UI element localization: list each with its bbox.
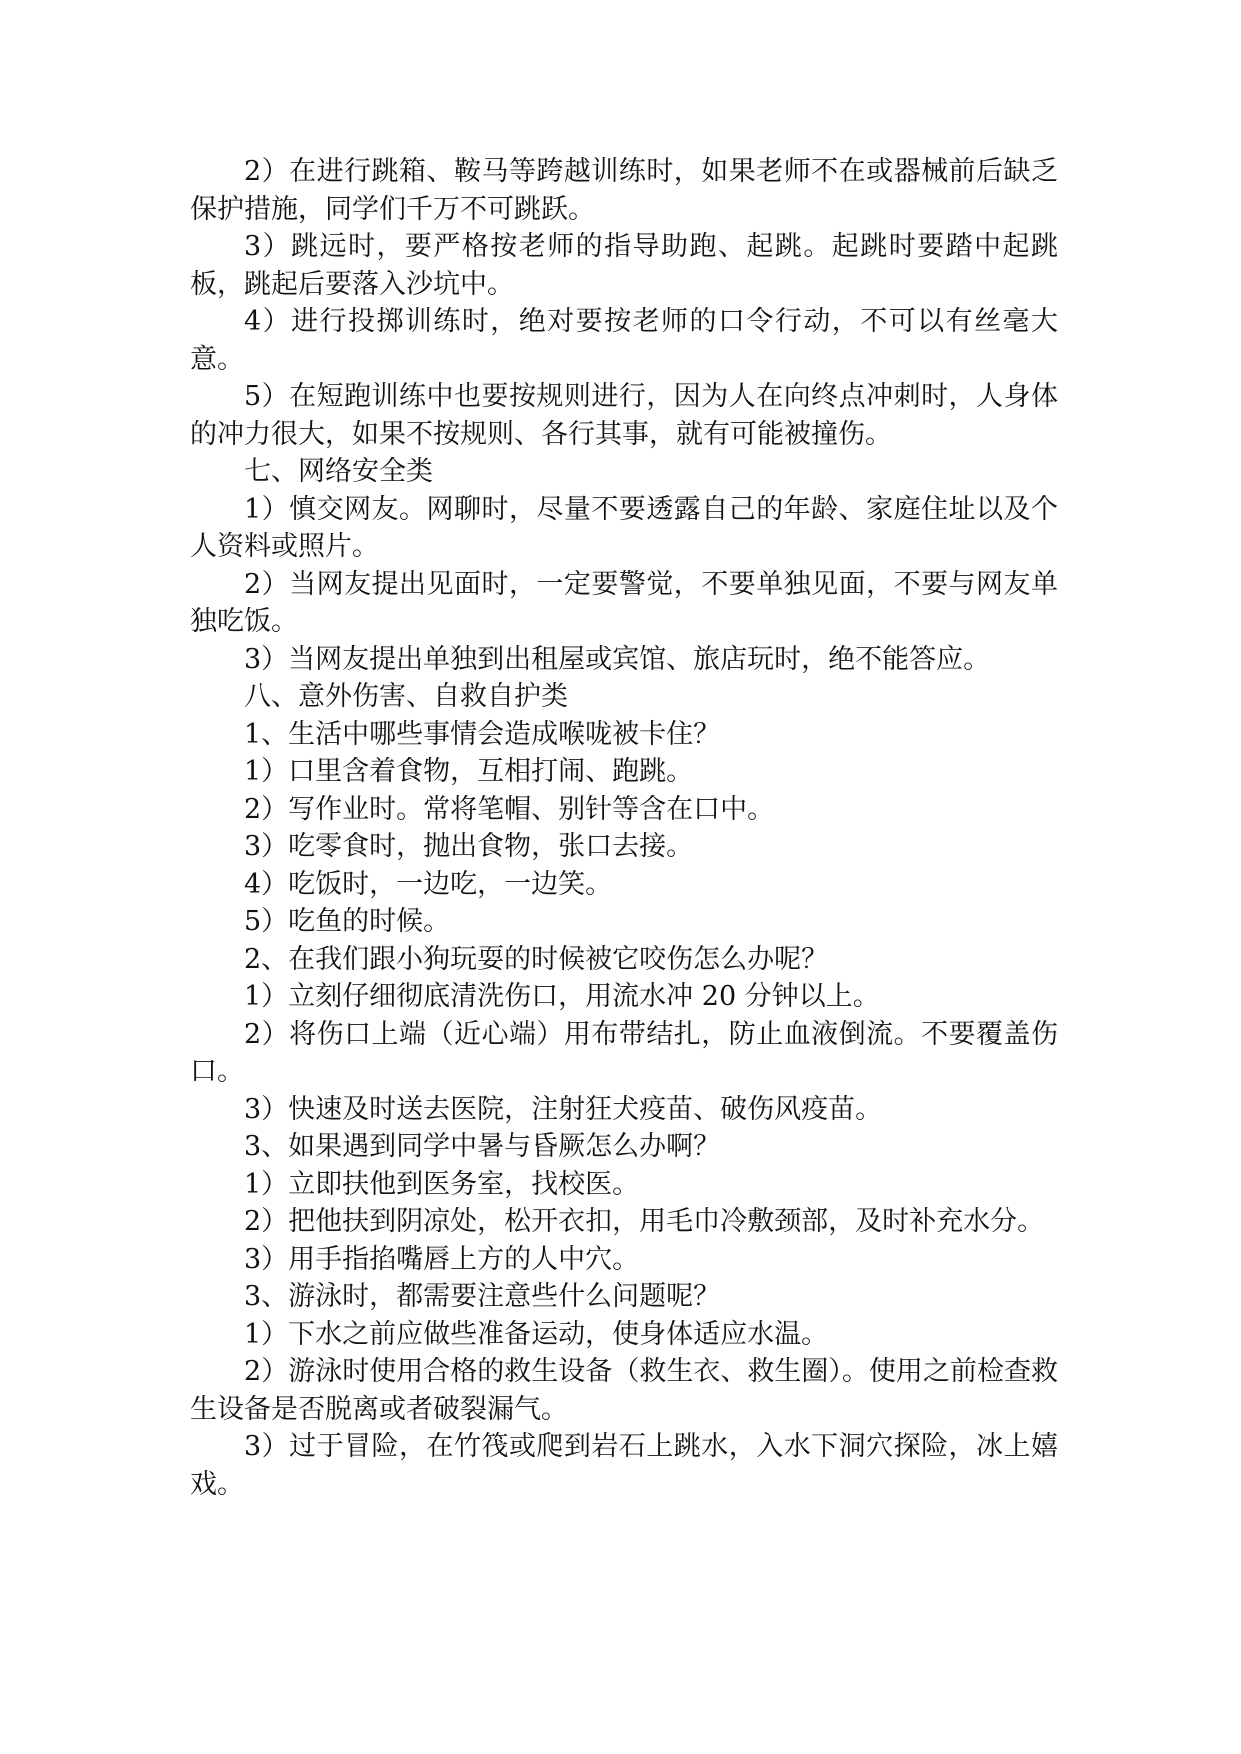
paragraph: 2）游泳时使用合格的救生设备（救生衣、救生圈）。使用之前检查救生设备是否脱离或者破裂漏气。 [190, 1356, 1058, 1425]
paragraph: 3）过于冒险，在竹筏或爬到岩石上跳水，入水下洞穴探险，冰上嬉戏。 [190, 1431, 1058, 1500]
paragraph: 3）跳远时，要严格按老师的指导助跑、起跳。起跳时要踏中起跳板，跳起后要落入沙坑中。 [190, 231, 1058, 300]
section-heading: 七、网络安全类 [244, 456, 433, 487]
paragraph: 4）进行投掷训练时，绝对要按老师的口令行动，不可以有丝毫大意。 [190, 306, 1058, 375]
paragraph: 3）用手指掐嘴唇上方的人中穴。 [244, 1243, 640, 1275]
question-heading: 3、游泳时，都需要注意些什么问题呢？ [244, 1281, 721, 1312]
question-heading: 1、生活中哪些事情会造成喉咙被卡住？ [244, 718, 721, 750]
paragraph: 1）立刻仔细彻底清洗伤口，用流水冲 20 分钟以上。 [244, 981, 880, 1012]
paragraph: 2）当网友提出见面时，一定要警觉，不要单独见面，不要与网友单独吃饭。 [190, 568, 1058, 637]
paragraph: 5）在短跑训练中也要按规则进行，因为人在向终点冲刺时，人身体的冲力很大，如果不按规则、各行其事，就有可能被撞伤。 [190, 381, 1058, 450]
paragraph: 1）下水之前应做些准备运动，使身体适应水温。 [244, 1318, 829, 1350]
section-heading: 八、意外伤害、自救自护类 [244, 681, 568, 712]
paragraph: 3）快速及时送去医院，注射狂犬疫苗、破伤风疫苗。 [244, 1093, 883, 1125]
paragraph: 2）把他扶到阴凉处，松开衣扣，用毛巾冷敷颈部，及时补充水分。 [244, 1206, 1045, 1237]
paragraph: 1）立即扶他到医务室，找校医。 [244, 1168, 640, 1200]
document-page [190, 153, 1058, 1503]
paragraph: 2）写作业时。常将笔帽、别针等含在口中。 [244, 793, 775, 825]
paragraph: 1）慎交网友。网聊时，尽量不要透露自己的年龄、家庭住址以及个人资料或照片。 [190, 493, 1058, 562]
question-heading: 3、如果遇到同学中暑与昏厥怎么办啊？ [244, 1131, 721, 1162]
question-heading: 2、在我们跟小狗玩耍的时候被它咬伤怎么办呢？ [244, 943, 829, 975]
paragraph: 2）将伤口上端（近心端）用布带结扎，防止血液倒流。不要覆盖伤口。 [190, 1018, 1058, 1087]
paragraph: 3）吃零食时，抛出食物，张口去接。 [244, 831, 694, 862]
paragraph: 1）口里含着食物，互相打闹、跑跳。 [244, 756, 694, 787]
paragraph: 3）当网友提出单独到出租屋或宾馆、旅店玩时，绝不能答应。 [244, 643, 991, 675]
paragraph: 5）吃鱼的时候。 [244, 906, 451, 937]
paragraph: 4）吃饭时，一边吃，一边笑。 [244, 868, 613, 900]
paragraph: 2）在进行跳箱、鞍马等跨越训练时，如果老师不在或器械前后缺乏保护措施，同学们千万不可跳跃。 [190, 156, 1058, 225]
